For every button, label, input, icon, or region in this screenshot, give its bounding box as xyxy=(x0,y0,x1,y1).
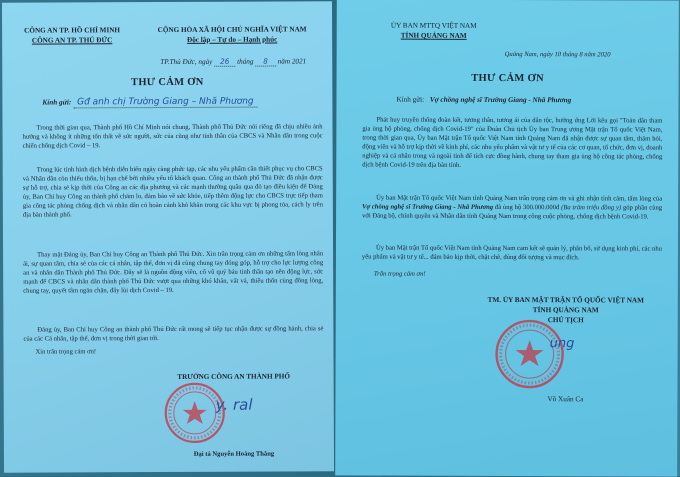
left-paragraph-3: Thay mặt Đảng ủy, Ban Chỉ huy Công an Thành phố Thủ Đức. Xin trân trọng cảm ơn những tấm lòng nhân ái, sự quan tâm, chia sẻ của các cá nhân, tập thể, đơn vị đã cùng chung tay đóng góp, hỗ trợ cho lực lượng công an và nhân dân Thành phố Thủ Đức. Đây sẽ là nguồn động viên, cổ vũ quý báu tinh thần tạo nên động lực, sức mạnh để CBCS và nhân dân thành phố Thủ Đức vượt qua những khó khăn, vất vả, thiếu thốn cùng đồng lòng, chung tay, quyết tâm ngăn chặn, đẩy lùi dịch Covid – 19. xyxy=(23,250,324,296)
date-prefix: TP.Thủ Đức, ngày xyxy=(160,57,213,67)
right-agency-line2: TỈNH QUẢNG NAM xyxy=(400,31,467,40)
left-nation-line1: CỘNG HÒA XÃ HỘI CHỦ NGHĨA VIỆT NAM xyxy=(157,25,307,35)
right-signer-name: Võ Xuân Ca xyxy=(547,395,584,404)
left-paragraph-1: Trong thời gian qua, Thành phố Hồ Chí Minh nói chung, Thành phố Thủ Đức nói riêng đã chịu nhiều ảnh hưởng và không ít những tổn thất về sức người, sức của cũng như tinh thần của CBCS và Nhân dân trong cuộc chiến chống dịch Covid – 19. xyxy=(22,123,323,150)
para2-donor: Vợ chồng nghệ sĩ Trường Giang - Nhã Phương xyxy=(362,203,494,212)
right-closing: Trân trọng cảm ơn! xyxy=(373,270,426,278)
left-letter xyxy=(2,1,334,472)
right-paragraph-1: Phát huy truyền thống đoàn kết, tương thân, tương ái của dân tộc, hưởng ứng Lời kêu gọi "Toàn dân tham gia ủng hộ phòng, chống dịch Covid-19" của Đoàn Chủ tịch Ủy ban Trung ương Mặt trận Tổ quốc Việt Nam, trong thời gian qua, Ủy ban Mặt trận Tổ quốc Việt Nam tỉnh Quảng Nam đã nhận được sự quan tâm, thăm hỏi, động viên và hỗ trợ kịp thời về kinh phí, các nhu yếu phẩm và vật tư y tế của các cơ quan, tổ chức, đơn vị, doanh nghiệp và cá nhân trong và ngoài tỉnh để tích cực đồng hành, chung tay tham gia ủng hộ công tác phòng, chống dịch bệnh Covid-19 trên địa bàn tỉnh. xyxy=(362,116,663,170)
left-nation-line2: Độc lập – Tự do – Hạnh phúc xyxy=(186,35,278,44)
right-paragraph-3: Ủy ban Mặt trận Tổ quốc Việt Nam tỉnh Quảng Nam cam kết sẽ quản lý, phân bổ, sử dụng kinh phí, các nhu yếu phẩm và vật tư y tế... đảm bảo kịp thời, chặt chẽ, đúng đối tượng và mục đích. xyxy=(361,244,662,262)
date-day: 26 xyxy=(214,57,235,67)
left-agency-line2: CÔNG AN TP. THỦ ĐỨC xyxy=(31,36,113,45)
right-signer-line2: TỈNH QUẢNG NAM xyxy=(532,306,599,315)
right-signer-line3: CHỦ TỊCH xyxy=(547,316,584,325)
right-seal-icon xyxy=(493,318,565,390)
greeting-label: Kính gửi: xyxy=(396,95,425,104)
right-title: THƯ CẢM ƠN xyxy=(471,72,544,85)
date-month-word: tháng xyxy=(237,57,254,66)
para2-part-a: Ủy ban Mặt trận Tổ quốc Việt Nam tỉnh Quảng Nam trân trọng cảm ơn và ghi nhận tình cảm, tấm lòng của xyxy=(376,194,663,203)
para2-part-c: góp phần cùng với Đảng bộ, chính quyền và Nhân dân tỉnh Quảng Nam trong công cuộc phòng, chống dịch bệnh Covid-19. xyxy=(362,204,663,221)
greeting-name: Vợ chồng nghệ sĩ Trường Giang - Nhã Phương xyxy=(429,95,572,105)
right-greeting xyxy=(396,96,571,106)
left-title: THƯ CẢM ƠN xyxy=(130,76,204,89)
left-greeting xyxy=(42,98,257,108)
left-paragraph-2: Trong lúc tình hình dịch bệnh diễn biến ngày càng phức tạp, các nhu yếu phẩm cần thiết phục vụ cho CBCS và Nhân dân còn thiếu thốn, bị hạn chế bởi nhiều yếu tố khách quan. Công an thành phố Thủ Đức đã nhận được sự hỗ trợ, chia sẻ kịp thời của Công an các địa phương và các mạnh thường quân qua đó tạo điều kiện để Đảng ủy, Ban Chỉ huy Công an thành phố chăm lo, đảm bảo về sức khỏe, tiếp thêm động lực cho CBCS trực tiếp tham gia công tác phòng chống dịch và nhân dân có hoàn cảnh khó khăn trong các khu vực bị phong tỏa, cách ly trên địa bàn thành phố. xyxy=(22,165,323,220)
right-signature: ung xyxy=(549,336,575,352)
date-month: 8 xyxy=(255,57,276,67)
greeting-name: Gđ anh chị Trường Giang – Nhã Phương xyxy=(73,97,258,109)
left-closing: Xin trân trọng cảm ơn! xyxy=(35,348,97,356)
right-date: Quảng Nam, ngày 10 tháng 8 năm 2020 xyxy=(504,50,611,59)
left-signer-name: Đại tá Nguyễn Hoàng Thắng xyxy=(193,450,275,458)
right-letter xyxy=(335,0,679,477)
left-paragraph-4: Đảng ủy, Ban Chỉ huy Công an thành phố Thủ Đức rất mong sẽ tiếp tục nhận được sự đồng hành, chia sẻ của các Cá nhân, tập thể, đơn vị trong thời gian tới. xyxy=(23,325,324,343)
greeting-label: Kính gửi: xyxy=(42,98,72,107)
left-date xyxy=(160,56,306,67)
right-signer-line1: TM. ỦY BAN MẶT TRẬN TỔ QUỐC VIỆT NAM xyxy=(487,295,644,305)
left-signer-title: TRƯỞNG CÔNG AN THÀNH PHỐ xyxy=(177,372,290,381)
left-signature: y. ral xyxy=(215,395,253,414)
date-year: năm 2021 xyxy=(277,57,307,66)
para2-part-b: đã ủng hộ 300.000.000đ xyxy=(493,204,562,212)
right-agency-line1: ỦY BAN MTTQ VIỆT NAM xyxy=(390,21,477,30)
left-agency-line1: CÔNG AN TP. HỒ CHÍ MINH xyxy=(24,26,121,35)
para2-amount-words: (Ba trăm triệu đồng y) xyxy=(561,204,622,212)
right-paragraph-2 xyxy=(362,193,662,221)
